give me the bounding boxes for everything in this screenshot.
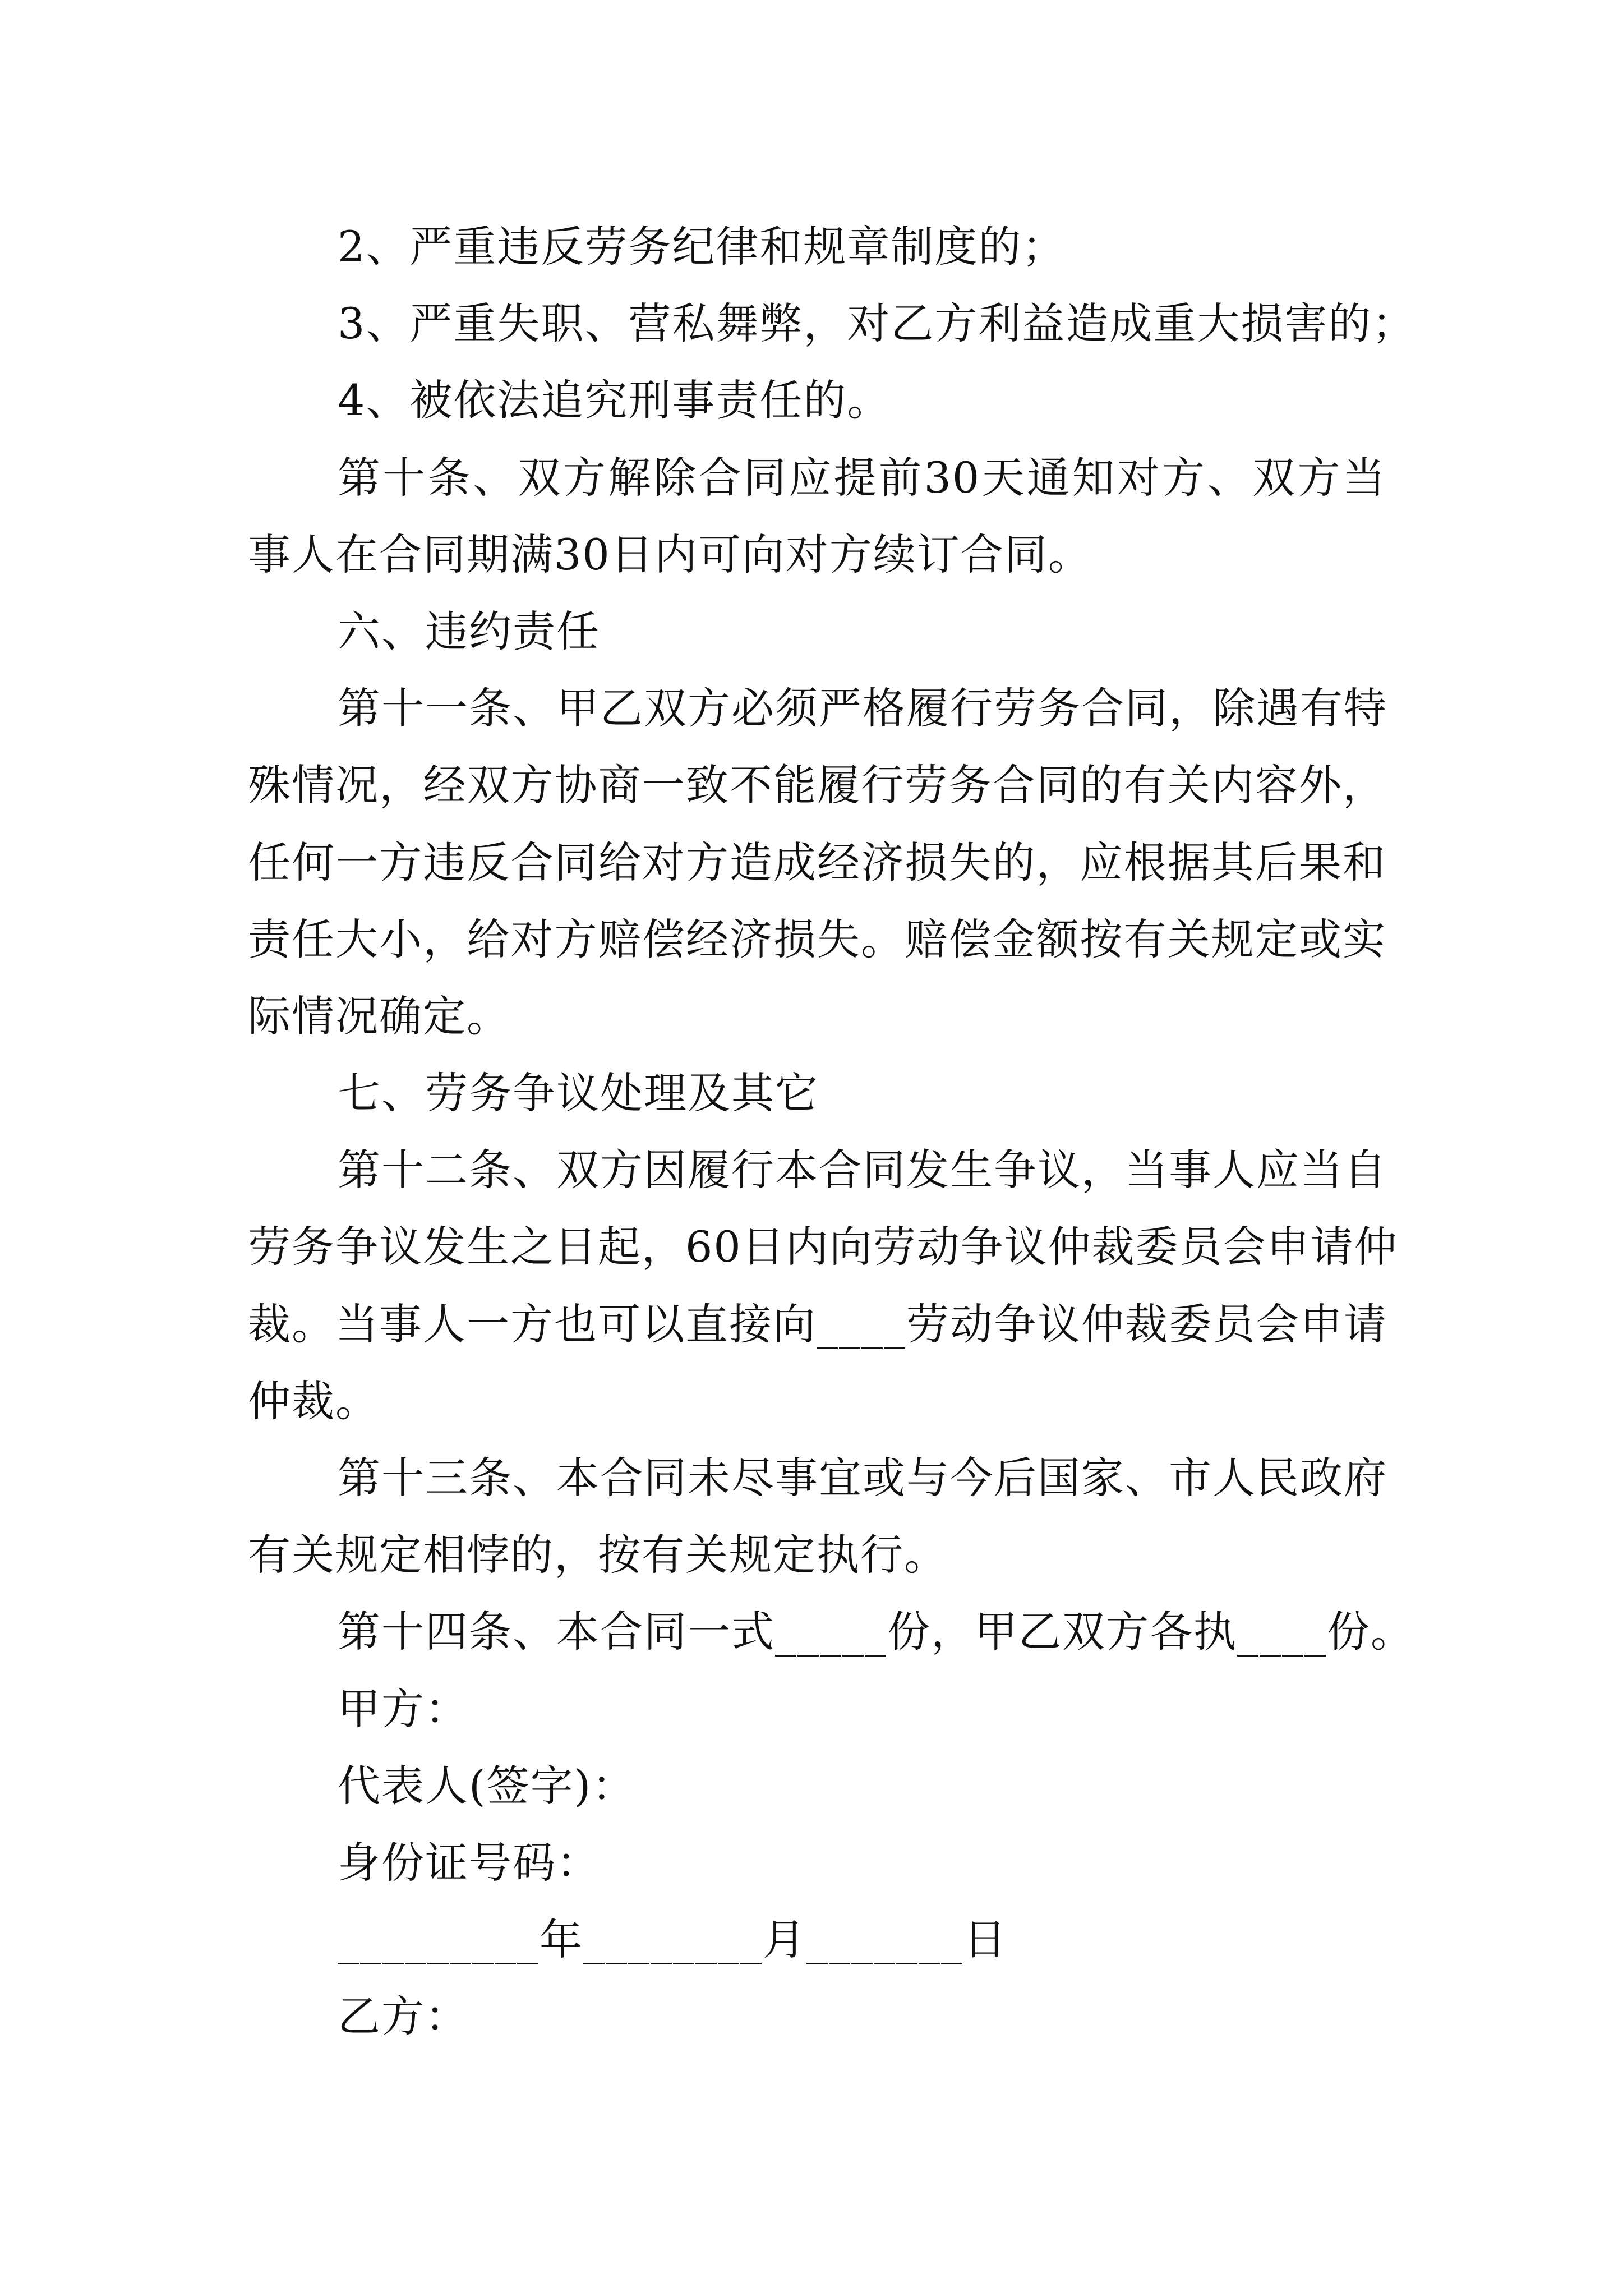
signature-block: [248, 1671, 1386, 2055]
text-line: 有关规定相悖的，按有关规定执行。: [248, 1530, 948, 1580]
clause-paragraph: [248, 1439, 1386, 1593]
text-line: 劳务争议发生之日起，60日内向劳动争议仲裁委员会申请仲: [248, 1222, 1398, 1272]
list-item: [248, 208, 1386, 285]
clause-paragraph: [248, 670, 1386, 1055]
section-heading: [248, 593, 1386, 670]
document-body: [248, 208, 1416, 2055]
text-line: 殊情况，经双方协商一致不能履行劳务合同的有关内容外，: [248, 760, 1386, 811]
list-item: [248, 362, 1386, 439]
text-line: 仲裁。: [248, 1375, 379, 1426]
clause-paragraph: [248, 1593, 1414, 1670]
clause-paragraph: [248, 1131, 1398, 1439]
party-b-label: 乙方：: [338, 1991, 469, 2042]
text-line: 任何一方违反合同给对方造成经济损失的，应根据其后果和: [248, 837, 1386, 887]
text-line: 2、严重违反劳务纪律和规章制度的；: [338, 222, 1066, 272]
text-line: 七、劳务争议处理及其它: [338, 1068, 819, 1119]
text-line: 4、被依法追究刑事责任的。: [338, 375, 891, 426]
id-number-label: 身份证号码：: [338, 1837, 600, 1888]
section-heading: [248, 1055, 1386, 1131]
text-line: 际情况确定。: [248, 991, 510, 1041]
date-line: _________年________月_______日: [338, 1915, 1007, 1965]
text-line: 第十三条、本合同未尽事宜或与今后国家、市人民政府: [338, 1453, 1387, 1503]
text-line: 第十条、双方解除合同应提前30天通知对方、双方当: [338, 452, 1386, 503]
text-line: 第十一条、甲乙双方必须严格履行劳务合同，除遇有特: [338, 683, 1387, 734]
representative-signature-label: 代表人(签字)：: [338, 1760, 636, 1811]
text-line: 责任大小，给对方赔偿经济损失。赔偿金额按有关规定或实: [248, 914, 1386, 964]
text-line: 六、违约责任: [338, 606, 600, 656]
clause-paragraph: [248, 439, 1386, 593]
party-a-label: 甲方：: [338, 1683, 469, 1734]
list-item: [248, 285, 1416, 362]
text-line: 第十二条、双方因履行本合同发生争议，当事人应当自: [338, 1145, 1387, 1195]
text-line: 第十四条、本合同一式_____份，甲乙双方各执____份。: [338, 1607, 1414, 1657]
text-line: 事人在合同期满30日内可向对方续订合同。: [248, 529, 1092, 579]
text-line: 3、严重失职、营私舞弊，对乙方利益造成重大损害的；: [338, 298, 1416, 349]
text-line: 裁。当事人一方也可以直接向____劳动争议仲裁委员会申请: [248, 1299, 1387, 1349]
